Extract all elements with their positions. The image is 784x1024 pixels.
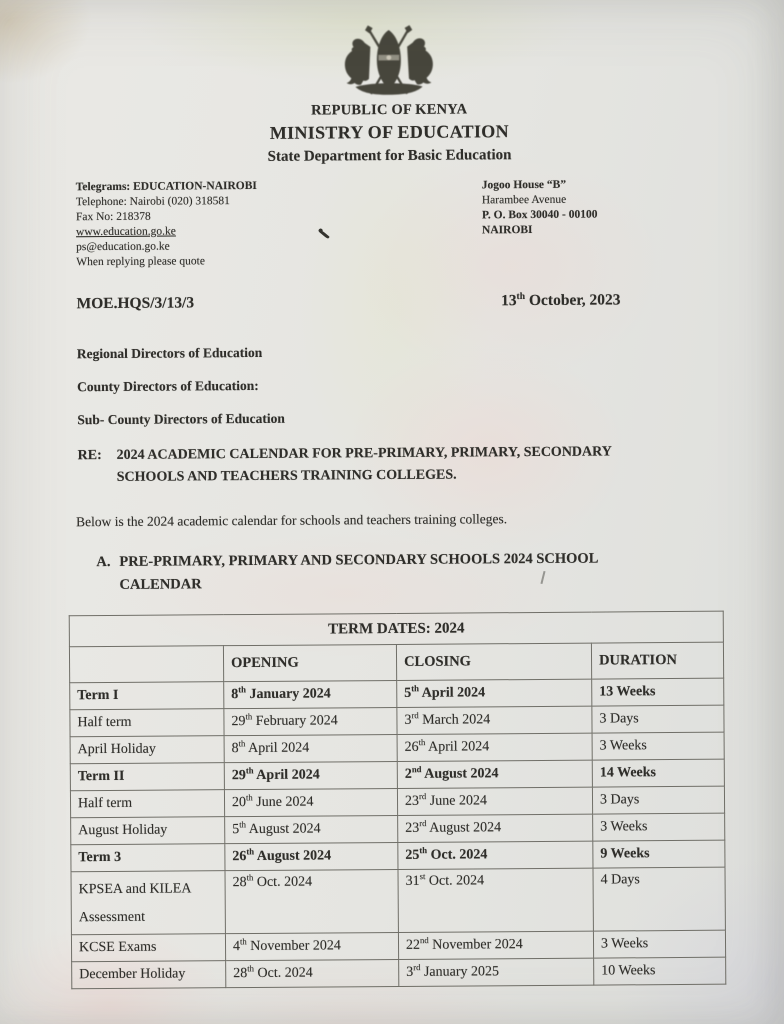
cell-label: Term I [70, 682, 224, 710]
telephone-line: Telephone: Nairobi (020) 318581 [75, 195, 230, 209]
cell-duration: 3 Weeks [593, 931, 725, 959]
section-a-heading [96, 547, 726, 596]
letter-date: 13th October, 2023 [500, 290, 621, 309]
recipient-line: Sub- County Directors of Education [77, 410, 285, 427]
cell-closing: 22nd November 2024 [398, 931, 593, 959]
cell-closing: 23rd June 2024 [397, 787, 592, 815]
reference-number: MOE.HQS/3/13/3 [76, 294, 195, 312]
department-title: State Department for Basic Education [267, 147, 512, 165]
cell-closing: 3rd March 2024 [397, 706, 592, 734]
cell-closing: 23rd August 2024 [398, 814, 593, 842]
telegrams-line: Telegrams: EDUCATION-NAIROBI [75, 179, 257, 194]
kenya-coat-of-arms-icon [333, 24, 446, 101]
section-a-text [119, 548, 598, 596]
term-table-body [70, 679, 726, 990]
cell-duration: 9 Weeks [593, 841, 725, 869]
letterhead-contacts [76, 175, 783, 270]
cell-duration: 3 Days [592, 706, 724, 734]
term-dates-table [69, 611, 727, 990]
building-line: Jogoo House “B” [481, 178, 567, 192]
cell-label: KPSEA and KILEA Assessment [71, 871, 225, 935]
cell-label: Half term [70, 790, 224, 818]
cell-opening: 20th June 2024 [224, 789, 397, 817]
republic-title: REPUBLIC OF KENYA [311, 101, 468, 119]
table-row [72, 958, 726, 990]
cell-closing: 31st Oct. 2024 [398, 868, 593, 932]
cell-closing: 2nd August 2024 [397, 760, 592, 788]
website-link: www.education.go.ke [75, 225, 176, 239]
cell-closing: 5th April 2024 [397, 679, 592, 707]
recipient-line: Regional Directors of Education [76, 344, 263, 361]
cell-opening: 26th August 2024 [225, 843, 398, 871]
cell-closing: 25th Oct. 2024 [398, 841, 593, 869]
cell-label: Term 3 [71, 844, 225, 872]
cell-opening: 29th February 2024 [224, 708, 397, 736]
pobox-line: P. O. Box 30040 - 00100 [481, 208, 598, 222]
reference-row [76, 290, 782, 313]
cell-opening: 28th Oct. 2024 [226, 960, 399, 988]
header-duration: DURATION [591, 643, 723, 680]
recipient-line: County Directors of Education: [77, 377, 259, 394]
cell-opening: 29th April 2024 [224, 762, 397, 790]
table-title-row [69, 612, 723, 648]
cell-closing: 26th April 2024 [397, 733, 592, 761]
subject-label: RE: [77, 447, 102, 463]
header-blank [69, 646, 223, 683]
email-line: ps@education.go.ke [76, 240, 170, 253]
cell-duration: 3 Weeks [593, 814, 725, 842]
cell-label: Half term [70, 709, 224, 737]
header-closing: CLOSING [396, 643, 591, 680]
table-title: TERM DATES: 2024 [69, 612, 723, 648]
cell-label: Term II [70, 763, 224, 791]
header-opening: OPENING [223, 645, 396, 682]
street-line: Harambee Avenue [481, 193, 567, 207]
contact-right-block [482, 178, 598, 267]
cell-opening: 4th November 2024 [225, 933, 398, 961]
fax-line: Fax No: 218378 [75, 210, 151, 224]
quote-note-line: When replying please quote [76, 254, 205, 268]
recipients-block [77, 341, 784, 428]
ministry-title: MINISTRY OF EDUCATION [269, 121, 509, 143]
cell-label: April Holiday [70, 736, 224, 764]
cell-opening: 8th April 2024 [224, 735, 397, 763]
cell-opening: 28th Oct. 2024 [225, 870, 398, 934]
cell-label: December Holiday [72, 961, 226, 989]
city-line: NAIROBI [481, 223, 533, 237]
contact-left-block [76, 178, 407, 270]
subject-text-line1: 2024 ACADEMIC CALENDAR FOR PRE-PRIMARY, PRIMARY, SECONDARY [116, 444, 612, 463]
cell-opening: 5th August 2024 [225, 816, 398, 844]
cell-duration: 4 Days [593, 868, 725, 932]
cell-duration: 3 Weeks [592, 733, 724, 761]
intro-text: Below is the 2024 academic calendar for schools and teachers training colleges. [76, 511, 508, 530]
cell-duration: 14 Weeks [592, 760, 724, 788]
subject-text [117, 441, 613, 489]
table-row [71, 868, 725, 936]
section-a-label: A. [96, 554, 111, 571]
cell-duration: 3 Days [592, 787, 724, 815]
subject-line [78, 440, 726, 489]
cell-duration: 10 Weeks [594, 958, 726, 986]
cell-label: August Holiday [71, 817, 225, 845]
cell-opening: 8th January 2024 [224, 681, 397, 709]
cell-label: KCSE Exams [71, 934, 225, 962]
cell-closing: 3rd January 2025 [399, 958, 594, 986]
section-a-text-line2: CALENDAR [119, 576, 202, 593]
subject-text-line2: SCHOOLS AND TEACHERS TRAINING COLLEGES. [116, 467, 457, 485]
section-a-text-line1: PRE-PRIMARY, PRIMARY AND SECONDARY SCHOOLS 2024 SCHOOL [119, 550, 599, 571]
cell-duration: 13 Weeks [592, 679, 724, 707]
table-header-row [69, 643, 723, 684]
